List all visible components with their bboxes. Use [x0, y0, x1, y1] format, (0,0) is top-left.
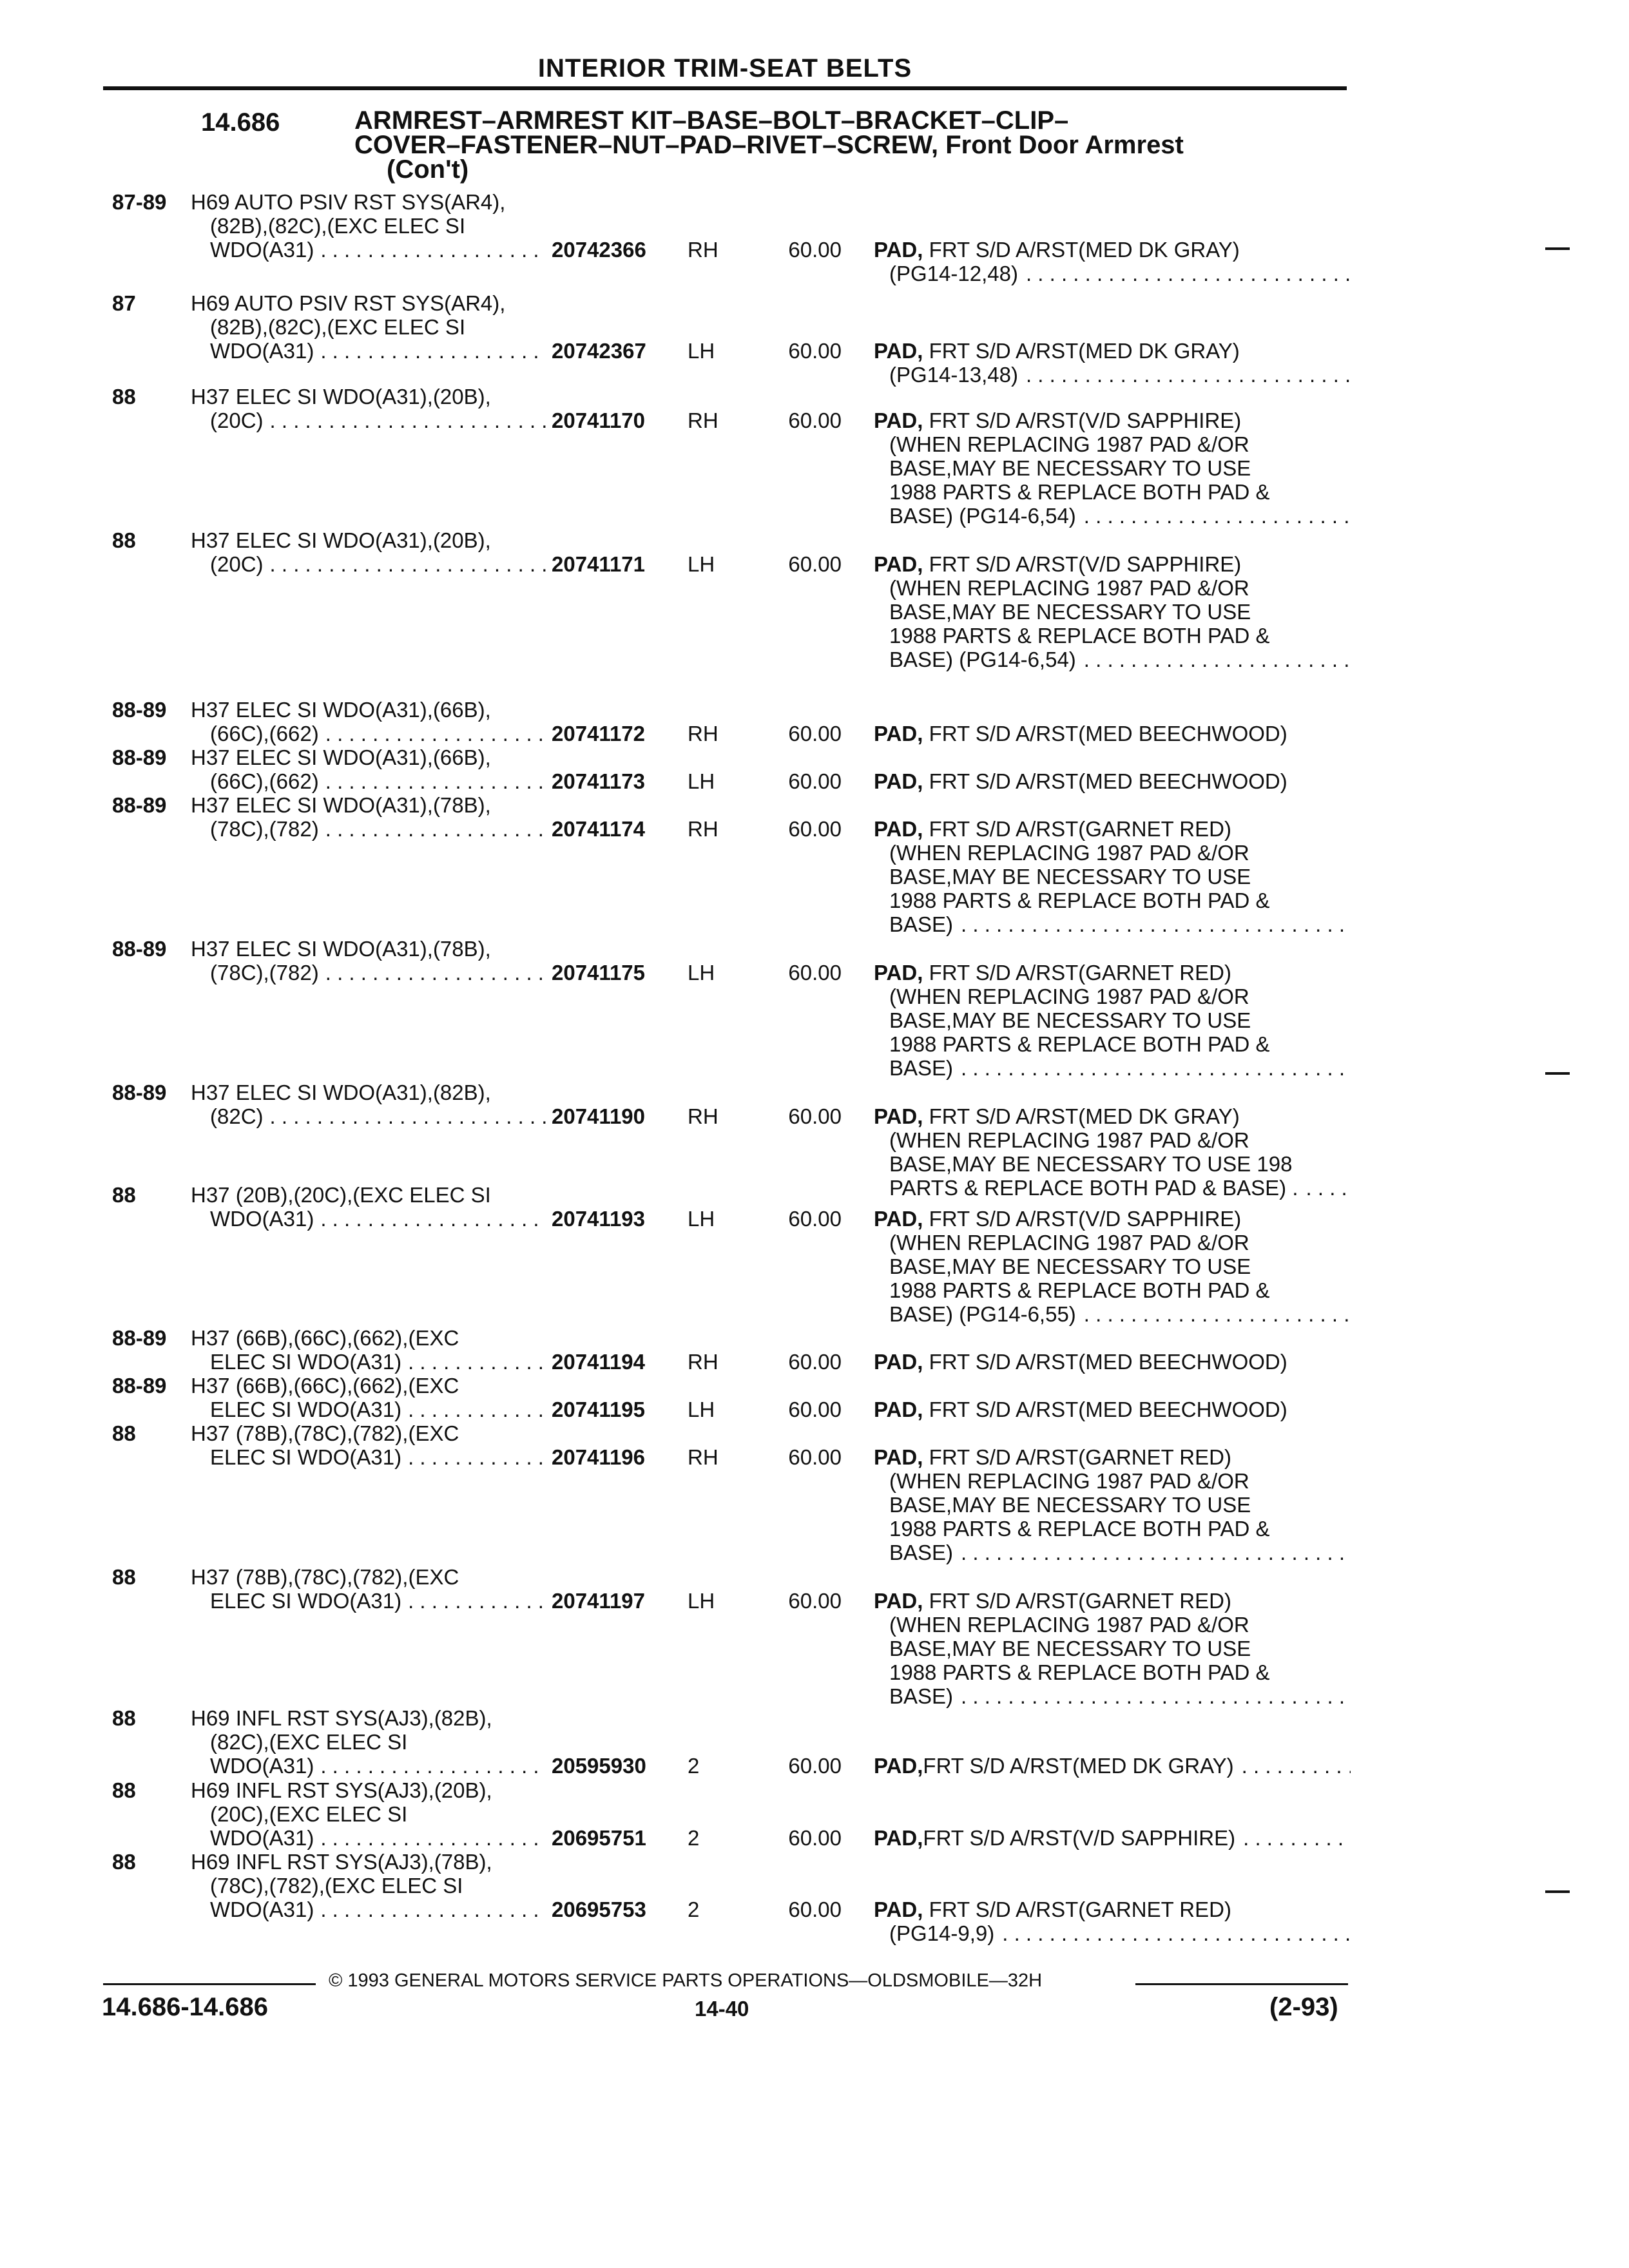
description-line: ELEC SI WDO(A31): [210, 1398, 402, 1421]
side-code: 2: [688, 1898, 700, 1921]
part-description: [874, 1754, 1351, 1778]
part-description: [874, 769, 1351, 793]
description-line: (20C): [210, 552, 264, 576]
application-description: [191, 1326, 552, 1374]
model-years: 88: [112, 1850, 136, 1874]
part-description-line: (WHEN REPLACING 1987 PAD &/OR: [889, 576, 1249, 600]
footer-section-range: 14.686-14.686: [102, 1993, 269, 2021]
dot-leader: [408, 1398, 546, 1421]
part-description-line: FRT S/D A/RST(MED BEECHWOOD): [929, 769, 1287, 793]
description-line: H69 INFL RST SYS(AJ3),(78B),: [191, 1850, 492, 1874]
description-line: H69 INFL RST SYS(AJ3),(82B),: [191, 1706, 492, 1730]
dot-leader: [1026, 262, 1351, 285]
part-description-line: 1988 PARTS & REPLACE BOTH PAD &: [889, 1660, 1270, 1684]
application-description: [191, 1421, 552, 1469]
description-line: WDO(A31): [210, 1898, 314, 1921]
model-years: 87-89: [112, 190, 167, 214]
section-title-line: COVER–FASTENER–NUT–PAD–RIVET–SCREW, Front Door Armrest: [354, 131, 1184, 159]
application-description: [191, 1706, 552, 1778]
dot-leader: [1084, 648, 1351, 671]
description-line: H37 (78B),(78C),(782),(EXC: [191, 1421, 459, 1445]
quantity: 60.00: [788, 1898, 842, 1921]
application-description: [191, 1778, 552, 1850]
part-description: [874, 408, 1351, 528]
section-title-line: ARMREST–ARMREST KIT–BASE–BOLT–BRACKET–CLIP–: [354, 106, 1069, 135]
side-code: RH: [688, 408, 718, 432]
part-number: 20741196: [552, 1445, 646, 1469]
dot-leader: [320, 1898, 546, 1921]
description-line: (82C): [210, 1104, 264, 1128]
part-number: 20741194: [552, 1350, 646, 1374]
quantity: 60.00: [788, 1207, 842, 1231]
part-description-line: 1988 PARTS & REPLACE BOTH PAD &: [889, 1032, 1270, 1056]
section-number: 14.686: [201, 108, 280, 137]
part-description-line: BASE): [889, 1684, 954, 1708]
side-code: LH: [688, 552, 715, 576]
part-description-line: BASE,MAY BE NECESSARY TO USE: [889, 1493, 1251, 1517]
dot-leader: [270, 408, 546, 432]
dot-leader: [320, 1754, 546, 1778]
side-code: 2: [688, 1826, 700, 1850]
quantity: 60.00: [788, 961, 842, 985]
application-description: [191, 1850, 552, 1921]
part-description-line: (WHEN REPLACING 1987 PAD &/OR: [889, 1128, 1249, 1152]
part-description-line: FRT S/D A/RST(V/D SAPPHIRE): [929, 1207, 1242, 1231]
part-description: [874, 1350, 1351, 1374]
part-label: PAD,: [874, 1754, 923, 1778]
application-description: [191, 385, 552, 432]
part-label: PAD,: [874, 1104, 923, 1128]
part-description-line: FRT S/D A/RST(GARNET RED): [929, 961, 1231, 985]
dot-leader: [961, 1056, 1351, 1080]
quantity: 60.00: [788, 1826, 842, 1850]
model-years: 88: [112, 1565, 136, 1589]
part-number: 20742366: [552, 238, 646, 262]
part-label: PAD,: [874, 961, 923, 985]
part-description-line: (WHEN REPLACING 1987 PAD &/OR: [889, 1231, 1249, 1254]
description-line: H37 ELEC SI WDO(A31),(20B),: [191, 385, 491, 408]
part-description-line: BASE) (PG14-6,54): [889, 648, 1076, 671]
description-line: WDO(A31): [210, 1754, 314, 1778]
part-description-line: (PG14-9,9): [889, 1921, 995, 1945]
description-line: H37 (66B),(66C),(662),(EXC: [191, 1326, 459, 1350]
part-number: 20741171: [552, 552, 646, 576]
part-label: PAD,: [874, 1445, 923, 1469]
application-description: [191, 1565, 552, 1613]
dot-leader: [1002, 1921, 1351, 1945]
part-description: [874, 1207, 1351, 1326]
side-code: LH: [688, 1589, 715, 1613]
side-code: LH: [688, 961, 715, 985]
quantity: 60.00: [788, 339, 842, 363]
part-description-line: 1988 PARTS & REPLACE BOTH PAD &: [889, 1278, 1270, 1302]
part-description-line: BASE): [889, 1056, 954, 1080]
description-line: H37 (78B),(78C),(782),(EXC: [191, 1565, 459, 1589]
part-description-line: FRT S/D A/RST(MED BEECHWOOD): [929, 722, 1287, 745]
quantity: 60.00: [788, 1589, 842, 1613]
part-description-line: FRT S/D A/RST(MED DK GRAY): [923, 1754, 1234, 1778]
part-description-line: (WHEN REPLACING 1987 PAD &/OR: [889, 1469, 1249, 1493]
dot-leader: [1084, 1302, 1351, 1326]
part-description-line: (PG14-12,48): [889, 262, 1018, 285]
description-line: WDO(A31): [210, 1826, 314, 1850]
part-description-line: 1988 PARTS & REPLACE BOTH PAD &: [889, 624, 1270, 648]
dot-leader: [961, 1541, 1351, 1564]
part-number: 20741174: [552, 817, 646, 841]
quantity: 60.00: [788, 238, 842, 262]
model-years: 88: [112, 1706, 136, 1730]
part-number: 20741190: [552, 1104, 646, 1128]
part-description-line: BASE,MAY BE NECESSARY TO USE: [889, 1637, 1251, 1660]
description-line: (78C),(782),(EXC ELEC SI: [210, 1874, 463, 1898]
application-description: [191, 1081, 552, 1128]
part-number: 20742367: [552, 339, 646, 363]
side-code: LH: [688, 1398, 715, 1421]
description-line: H37 ELEC SI WDO(A31),(66B),: [191, 698, 491, 722]
part-label: PAD,: [874, 1398, 923, 1421]
part-description: [874, 722, 1351, 745]
part-description-line: FRT S/D A/RST(GARNET RED): [929, 1898, 1231, 1921]
part-description: [874, 1445, 1351, 1564]
part-description-line: FRT S/D A/RST(V/D SAPPHIRE): [929, 408, 1242, 432]
dot-leader: [325, 961, 546, 985]
description-line: ELEC SI WDO(A31): [210, 1445, 402, 1469]
side-code: 2: [688, 1754, 700, 1778]
description-line: H37 (66B),(66C),(662),(EXC: [191, 1374, 459, 1398]
part-description-line: (WHEN REPLACING 1987 PAD &/OR: [889, 841, 1249, 865]
quantity: 60.00: [788, 769, 842, 793]
model-years: 88-89: [112, 1081, 167, 1104]
dot-leader: [320, 1826, 546, 1850]
part-description-line: FRT S/D A/RST(GARNET RED): [929, 817, 1231, 841]
section-title-continued: (Con't): [387, 155, 469, 184]
description-line: (78C),(782): [210, 817, 319, 841]
dot-leader: [320, 1207, 546, 1231]
description-line: WDO(A31): [210, 238, 314, 262]
page-header: INTERIOR TRIM-SEAT BELTS: [537, 54, 912, 82]
side-code: RH: [688, 1350, 718, 1374]
part-description-line: FRT S/D A/RST(MED DK GRAY): [929, 238, 1240, 262]
model-years: 88: [112, 1421, 136, 1445]
dot-leader: [320, 339, 546, 363]
dot-leader: [320, 238, 546, 262]
part-label: PAD,: [874, 1589, 923, 1613]
description-line: ELEC SI WDO(A31): [210, 1589, 402, 1613]
quantity: 60.00: [788, 1398, 842, 1421]
quantity: 60.00: [788, 1104, 842, 1128]
side-code: RH: [688, 238, 718, 262]
application-description: [191, 745, 552, 793]
part-number: 20741195: [552, 1398, 646, 1421]
part-number: 20741197: [552, 1589, 646, 1613]
part-description-line: FRT S/D A/RST(MED BEECHWOOD): [929, 1398, 1287, 1421]
part-description-line: FRT S/D A/RST(GARNET RED): [929, 1589, 1231, 1613]
part-description-line: FRT S/D A/RST(MED DK GRAY): [929, 339, 1240, 363]
description-line: (20C): [210, 408, 264, 432]
description-line: H37 ELEC SI WDO(A31),(78B),: [191, 937, 491, 961]
footer-rule-left: [103, 1983, 316, 1985]
side-code: RH: [688, 1445, 718, 1469]
part-description-line: (PG14-13,48): [889, 363, 1018, 387]
quantity: 60.00: [788, 408, 842, 432]
model-years: 88-89: [112, 1374, 167, 1398]
description-line: (66C),(662): [210, 769, 319, 793]
part-description-line: BASE,MAY BE NECESSARY TO USE 198: [889, 1152, 1293, 1176]
description-line: WDO(A31): [210, 1207, 314, 1231]
part-description: [874, 1898, 1351, 1945]
model-years: 88: [112, 385, 136, 408]
part-description-line: 1988 PARTS & REPLACE BOTH PAD &: [889, 1517, 1270, 1541]
model-years: 88-89: [112, 793, 167, 817]
part-description-line: BASE) (PG14-6,55): [889, 1302, 1076, 1326]
part-description-line: BASE,MAY BE NECESSARY TO USE: [889, 600, 1251, 624]
side-code: LH: [688, 339, 715, 363]
part-description: [874, 1826, 1351, 1850]
dot-leader: [408, 1350, 546, 1374]
description-line: WDO(A31): [210, 339, 314, 363]
model-years: 88: [112, 528, 136, 552]
description-line: H69 AUTO PSIV RST SYS(AR4),: [191, 190, 506, 214]
quantity: 60.00: [788, 552, 842, 576]
description-line: H37 ELEC SI WDO(A31),(20B),: [191, 528, 491, 552]
dot-leader: [408, 1589, 546, 1613]
part-label: PAD,: [874, 769, 923, 793]
part-label: PAD,: [874, 1826, 923, 1850]
part-label: PAD,: [874, 552, 923, 576]
part-description-line: BASE) (PG14-6,54): [889, 504, 1076, 528]
description-line: H69 AUTO PSIV RST SYS(AR4),: [191, 291, 506, 315]
part-description-line: FRT S/D A/RST(V/D SAPPHIRE): [923, 1826, 1236, 1850]
part-label: PAD,: [874, 339, 923, 363]
part-description: [874, 1398, 1351, 1421]
model-years: 88-89: [112, 1326, 167, 1350]
application-description: [191, 793, 552, 841]
part-description-line: (WHEN REPLACING 1987 PAD &/OR: [889, 985, 1249, 1008]
model-years: 88-89: [112, 937, 167, 961]
part-description: [874, 339, 1351, 387]
application-description: [191, 1183, 552, 1231]
part-description-line: (WHEN REPLACING 1987 PAD &/OR: [889, 1613, 1249, 1637]
part-description-line: 1988 PARTS & REPLACE BOTH PAD &: [889, 480, 1270, 504]
model-years: 87: [112, 291, 136, 315]
part-description-line: PARTS & REPLACE BOTH PAD & BASE) .: [889, 1176, 1298, 1200]
side-code: RH: [688, 722, 718, 745]
side-code: RH: [688, 817, 718, 841]
part-description-line: FRT S/D A/RST(MED DK GRAY): [929, 1104, 1240, 1128]
part-label: PAD,: [874, 408, 923, 432]
description-line: (66C),(662): [210, 722, 319, 745]
part-label: PAD,: [874, 1898, 923, 1921]
part-description-line: BASE,MAY BE NECESSARY TO USE: [889, 1008, 1251, 1032]
application-description: [191, 528, 552, 576]
part-description: [874, 238, 1351, 285]
dot-leader: [961, 1684, 1351, 1708]
description-line: H37 (20B),(20C),(EXC ELEC SI: [191, 1183, 491, 1207]
part-label: PAD,: [874, 238, 923, 262]
part-label: PAD,: [874, 1207, 923, 1231]
dot-leader: [1026, 363, 1351, 387]
side-code: LH: [688, 1207, 715, 1231]
quantity: 60.00: [788, 1350, 842, 1374]
part-description-line: FRT S/D A/RST(V/D SAPPHIRE): [929, 552, 1242, 576]
quantity: 60.00: [788, 817, 842, 841]
application-description: [191, 291, 552, 363]
quantity: 60.00: [788, 1445, 842, 1469]
part-number: 20695753: [552, 1898, 646, 1921]
part-number: 20741193: [552, 1207, 646, 1231]
part-label: PAD,: [874, 722, 923, 745]
part-description: [874, 961, 1351, 1080]
part-description-line: BASE,MAY BE NECESSARY TO USE: [889, 456, 1251, 480]
margin-mark: [1545, 1072, 1570, 1075]
part-label: PAD,: [874, 1350, 923, 1374]
model-years: 88: [112, 1778, 136, 1802]
part-description-line: FRT S/D A/RST(MED BEECHWOOD): [929, 1350, 1287, 1374]
footer-date-code: (2-93): [1269, 1993, 1338, 2021]
model-years: 88: [112, 1183, 136, 1207]
description-line: H37 ELEC SI WDO(A31),(82B),: [191, 1081, 491, 1104]
dot-leader: [408, 1445, 546, 1469]
part-number: 20741170: [552, 408, 646, 432]
application-description: [191, 1374, 552, 1421]
part-number: 20695751: [552, 1826, 646, 1850]
description-line: H69 INFL RST SYS(AJ3),(20B),: [191, 1778, 492, 1802]
dot-leader: [325, 722, 546, 745]
dot-leader: [325, 769, 546, 793]
margin-mark: [1545, 1890, 1570, 1893]
dot-leader: [270, 552, 546, 576]
dot-leader: [325, 817, 546, 841]
description-line: ELEC SI WDO(A31): [210, 1350, 402, 1374]
description-line: H37 ELEC SI WDO(A31),(78B),: [191, 793, 491, 817]
dot-leader: [270, 1104, 546, 1128]
dot-leader: [961, 912, 1351, 936]
dot-leader: [1084, 504, 1351, 528]
model-years: 88-89: [112, 698, 167, 722]
description-line: (82B),(82C),(EXC ELEC SI: [210, 315, 466, 339]
part-description: [874, 817, 1351, 936]
margin-mark: [1545, 247, 1570, 250]
part-description: [874, 552, 1351, 671]
part-number: 20741172: [552, 722, 646, 745]
part-label: PAD,: [874, 817, 923, 841]
part-number: 20741175: [552, 961, 646, 985]
side-code: RH: [688, 1104, 718, 1128]
part-description-line: (WHEN REPLACING 1987 PAD &/OR: [889, 432, 1249, 456]
model-years: 88-89: [112, 745, 167, 769]
footer-rule-right: [1135, 1983, 1348, 1985]
quantity: 60.00: [788, 722, 842, 745]
quantity: 60.00: [788, 1754, 842, 1778]
application-description: [191, 937, 552, 985]
footer-copyright: © 1993 GENERAL MOTORS SERVICE PARTS OPERATIONS—OLDSMOBILE—32H: [329, 1970, 1043, 1991]
application-description: [191, 698, 552, 745]
part-description-line: BASE,MAY BE NECESSARY TO USE: [889, 865, 1251, 889]
part-number: 20741173: [552, 769, 646, 793]
part-description-line: BASE,MAY BE NECESSARY TO USE: [889, 1254, 1251, 1278]
part-description: [874, 1104, 1351, 1200]
part-description: [874, 1589, 1351, 1708]
description-line: (20C),(EXC ELEC SI: [210, 1802, 408, 1826]
footer-page-number: 14-40: [695, 1997, 749, 2021]
part-description-line: BASE): [889, 912, 954, 936]
description-line: (78C),(782): [210, 961, 319, 985]
dot-leader: [1243, 1826, 1351, 1850]
part-number: 20595930: [552, 1754, 646, 1778]
part-description-line: BASE): [889, 1541, 954, 1564]
part-description-line: 1988 PARTS & REPLACE BOTH PAD &: [889, 889, 1270, 912]
description-line: (82B),(82C),(EXC ELEC SI: [210, 214, 466, 238]
part-description-line: FRT S/D A/RST(GARNET RED): [929, 1445, 1231, 1469]
application-description: [191, 190, 552, 262]
dot-leader: [1306, 1176, 1351, 1200]
dot-leader: [1242, 1754, 1351, 1778]
description-line: H37 ELEC SI WDO(A31),(66B),: [191, 745, 491, 769]
description-line: (82C),(EXC ELEC SI: [210, 1730, 408, 1754]
side-code: LH: [688, 769, 715, 793]
